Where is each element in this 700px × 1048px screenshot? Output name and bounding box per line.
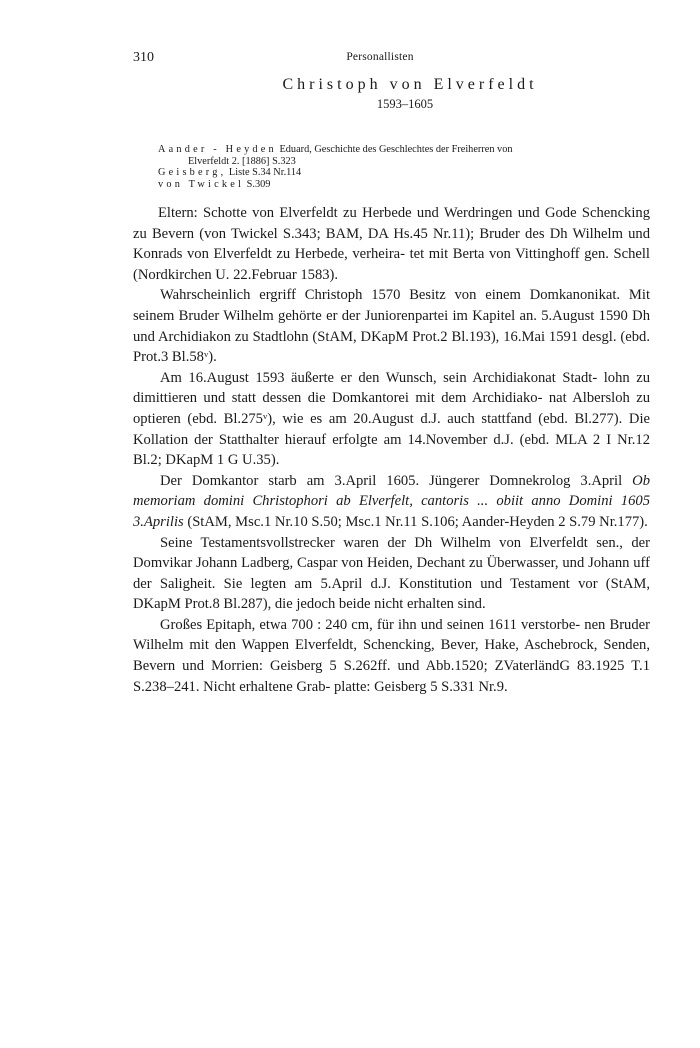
necrology-quote: Ob memoriam domini Christophori ab Elverfelt, cantoris ... obiit anno Domini 1605 3.Aprilis xyxy=(133,472,650,530)
paragraph-cantor: Am 16.August 1593 äußerte er den Wunsch, sein Archidiakonat Stadt- lohn zu dimittieren und statt dessen die Domkantorei mit dem Archidiako- nat Albersloh zu optieren (ebd. Bl.275ᵛ), wie es am 20.August d.J. auch stattfand (ebd. Bl.277). Die Kollation der Statthalter hierauf erfolgte am 14.November d.J. (ebd. MLA 2 I Nr.12 Bl.2; DKapM 1 G U.35). xyxy=(133,369,650,469)
page-number: 310 xyxy=(133,50,154,65)
literature-entry xyxy=(158,179,652,191)
paragraph-executors: Seine Testamentsvollstrecker waren der Dh Wilhelm von Elverfeldt sen., der Domvikar Johann Ladberg, Caspar von Heiden, Dechant zu Überwasser, und Johann uff der Saligheit. Sie legten am 5.April d.J. Konstitution und Testament vor (StAM, DKapM Prot.8 Bl.287), die jedoch beide nicht erhalten sind. xyxy=(133,534,650,613)
literature-author: von Twickel xyxy=(158,178,245,190)
literature-list xyxy=(158,144,652,190)
entry-name: Christoph von Elverfeldt xyxy=(282,76,538,93)
literature-text: Eduard, Geschichte des Geschlechtes der Freiherren von xyxy=(276,144,513,155)
running-head: Personallisten xyxy=(346,51,414,63)
literature-entry xyxy=(158,167,652,179)
death-text-a: Der Domkantor starb am 3.April 1605. Jüngerer Domnekrolog 3.April xyxy=(160,472,633,489)
paragraph-parents: Eltern: Schotte von Elverfeldt zu Herbede und Werdringen und Gode Schencking zu Bevern (von Twickel S.343; BAM, DA Hs.45 Nr.11); Bruder des Dh Wilhelm und Konrads von Elverfeldt zu Herbede, verheira- tet mit Berta von Vittinghoff gen. Schell (Nordkirchen U. 22.Februar 1583). xyxy=(133,205,650,283)
entry-years: 1593–1605 xyxy=(376,97,434,111)
paragraph-death xyxy=(133,471,650,533)
paragraph-epitaph: Großes Epitaph, etwa 700 : 240 cm, für ihn und seinen 1611 verstorbe- nen Bruder Wilhelm mit den Wappen Elverfeldt, Schencking, Bever, Hake, Aschebrock, Senden, Bevern und Morrien: Geisberg 5 S.262ff. und Abb.1520; ZVaterländG 83.1925 T.1 S.238–241. Nicht erhaltene Grab- platte: Geisberg 5 S.331 Nr.9. xyxy=(133,616,650,695)
literature-author: Geisberg, xyxy=(158,167,227,179)
literature-text: S.309 xyxy=(244,178,271,190)
literature-author: Aander - Heyden xyxy=(158,144,277,155)
literature-entry xyxy=(158,144,652,167)
paragraph-canonry: Wahrscheinlich ergriff Christoph 1570 Besitz von einem Domkanonikat. Mit seinem Bruder Wilhelm gehörte er der Juniorenpartei im Kapitel an. 5.August 1590 Dh und Archidiakon zu Stadtlohn (StAM, DKapM Prot.2 Bl.193), 16.Mai 1591 desgl. (ebd. Prot.3 Bl.58ᵛ). xyxy=(133,287,650,366)
literature-continuation: Elverfeldt 2. [1886] S.323 xyxy=(188,155,296,167)
literature-text: Liste S.34 Nr.114 xyxy=(226,167,302,179)
body-text xyxy=(133,203,650,697)
death-text-b: (StAM, Msc.1 Nr.10 S.50; Msc.1 Nr.11 S.106; Aander-Heyden 2 S.79 Nr.177). xyxy=(183,513,648,530)
